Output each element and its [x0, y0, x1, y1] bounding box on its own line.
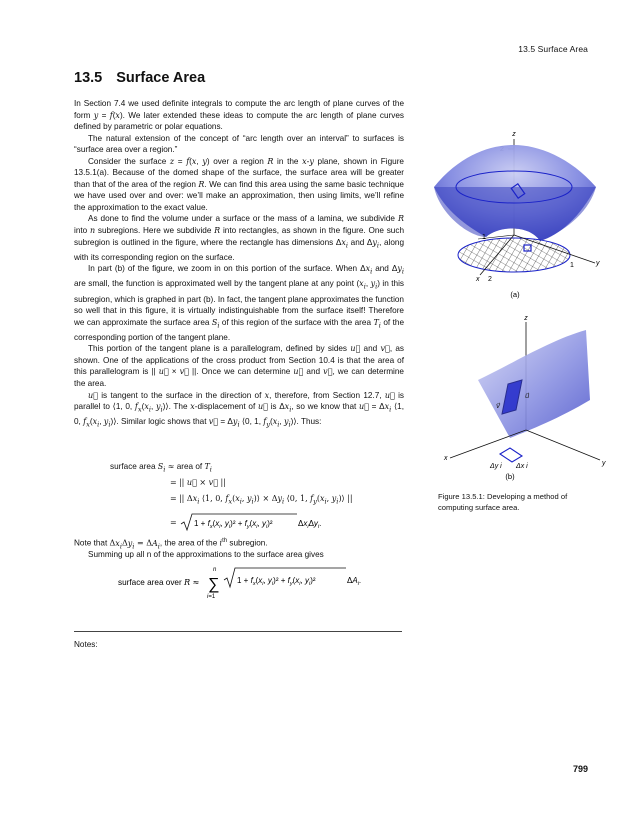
figure-caption: Figure 13.5.1: Developing a method of computing surface area.: [438, 492, 568, 512]
derivation-rhs: area of $T_i$: [176, 462, 212, 474]
z-axis-label-b: z: [524, 315, 528, 322]
tangent-sheet: [478, 330, 590, 438]
svg-text:ΔxiΔyi.: $\Delta x_i\Delta y_i$.: [297, 519, 322, 530]
derivation-lhs: surface area $S_i$: [110, 462, 166, 474]
final-formula: [118, 563, 378, 605]
paragraph-extension: The natural extension of the concept of “arc length over an interval” to surfaces is “surface area over a region.”: [74, 133, 404, 155]
y-axis-label-b: y: [602, 460, 606, 467]
derivation-cross-expanded: || $\Delta x_i$ ⟨1, 0, $f_x(x_i$, $y_i)⟩ \times \Delta y_i$ ⟨0, 1, $f_y(x_i$, $y_i)⟩$ ||: [178, 494, 353, 506]
x-tick-label-a: 2: [488, 276, 492, 283]
derivation-line-3: = || $\Delta x_i$ ⟨1, 0, $f_x(x_i$, $y_i)⟩ \times \Delta y_i$ ⟨0, 1, $f_y(x_i$, $y_i)⟩$ ||: [170, 494, 353, 506]
paragraph-surface: Consider the surface z = f(x, y) over a region R in the x-y plane, shown in Figure 13.5.1(a). Because of the domed shape of the surface, the surface area will be greater than that of the area of the region R. We can find this area using the same basic technique we have used over and over: we’ll make an approximation, then using limits, we’ll refine the approximation to the exact value.: [74, 156, 404, 212]
running-head: 13.5 Surface Area: [518, 44, 588, 54]
sum-lower-limit: i=1: [207, 594, 216, 600]
svg-text:1 + fx(xi, yi)² + fy(xi, yi)²: $1 + f_x(x_i$, $y_i)^2 + f_y(x_i$, $y_i)^2$: [193, 519, 273, 530]
u-vector-label: u⃗: [525, 393, 530, 400]
paragraph-subdivide: As done to find the volume under a surface or the mass of a lamina, we subdivide R into n subregions. Here we subdivide R into rectangles, as shown in the figure. One such subregion is outlined in the figure, where the rectangle has dimensions $\Delta x_i$ and $\Delta y_i$, along with its corresponding region on the surface.: [74, 214, 404, 262]
note-subregion: Note that $\Delta x_i\Delta y_i = \Delta A_i$, the area of the $i^{th}$ subregion.: [74, 538, 268, 551]
section-title: [74, 70, 205, 86]
y-axis-label-a: y: [596, 260, 600, 267]
notes-divider: [74, 631, 402, 632]
section-number: 13.5: [74, 70, 103, 86]
sum-upper-limit: n: [213, 567, 217, 573]
section-name: Surface Area: [116, 70, 206, 86]
final-formula-svg: [118, 563, 378, 603]
body-text: [74, 98, 404, 431]
derivation-sqrt: [179, 513, 329, 533]
page-number: 799: [572, 764, 588, 774]
sum-sigma: ∑: [208, 576, 220, 593]
y-axis-b: [526, 430, 600, 460]
derivation-rel: ≈: [167, 462, 175, 471]
paragraph-tangent: u⃗ is tangent to the surface in the direction of x, therefore, from Section 12.7, u⃗ is parallel to ⟨1, 0, $f_x(x_i$, $y_i)⟩$. The x-displacement of u⃗ is $\Delta x_i$, so we know that u⃗ = $\Delta x_i$ ⟨1, 0, $f_x(x_i$, $y_i)⟩$. Similar logic shows that v⃗ = $\Delta y_i$ ⟨0, 1, $f_y(x_i$, $y_i)⟩$. Thus:: [74, 390, 404, 429]
svg-text:ΔAi.: $\Delta A_i$.: [347, 576, 362, 587]
svg-text:1 + fx(xi, yi)² + fy(xi, yi)²: $1 + f_x(x_i$, $y_i)^2 + f_y(x_i$, $y_i)^2$: [237, 576, 316, 587]
v-vector-label: v⃗: [496, 403, 501, 410]
dx-label: Δx i: [516, 463, 528, 470]
figure-panel-a: [420, 125, 610, 305]
derivation-line-2: = || u⃗ × v⃗ ||: [170, 478, 226, 487]
z-axis-label-a: z: [512, 131, 516, 138]
y-tick-label-a: 1: [570, 262, 574, 269]
panel-a-label: (a): [510, 290, 520, 299]
panel-b-label: (b): [505, 472, 515, 481]
derivation-cross-norm: || u⃗ × v⃗ ||: [178, 478, 226, 487]
notes-label: Notes:: [74, 640, 98, 649]
dy-label: Δy i: [490, 463, 502, 470]
svg-text:surface area over R ≈: surface area over R ≈: [118, 577, 200, 587]
derivation-line-4: = $1 + f_x(x_i$, $y_i)^2 + f_y(x_i$, $y_i)^2$ $\Delta x_i\Delta y_i$.: [170, 513, 329, 533]
dome-underside: [434, 187, 596, 241]
paragraph-intro: In Section 7.4 we used definite integrals to compute the arc length of plane curves of the form y = f(x). We later extended these ideas to compute the arc length of plane curves defined by parametric or polar equations.: [74, 99, 404, 132]
derivation-line-1: [110, 462, 212, 474]
x-axis-label-b: x: [444, 455, 448, 462]
x-tick2-label-a: 1: [482, 234, 486, 241]
figure-panel-b: [430, 310, 610, 485]
summing-sentence: Summing up all n of the approximations to the surface area gives: [88, 550, 324, 559]
paragraph-parallelogram: This portion of the tangent plane is a parallelogram, defined by sides u⃗ and v⃗, as shown. One of the applications of the cross product from Section 10.4 is that the area of this parallelogram is || u⃗ × v⃗ ||. Once we can determine u⃗ and v⃗, we can determine the area.: [74, 344, 405, 388]
region-r: [458, 238, 570, 272]
x-axis-label-a: x: [476, 276, 480, 283]
paragraph-zoom: In part (b) of the figure, we zoom in on this portion of the surface. When $\Delta x_i$ and $\Delta y_i$ are small, the function is approximated well by the tangent plane at any point ($x_i$, $y_i$) in this subregion, which is graphed in part (b). In fact, the tangent plane approximates the function so well that in this figure, it is virtually indistinguishable from the surface itself! Therefore we can approximate the surface area $S_i$ of this region of the surface with the area $T_i$ of the corresponding portion of the tangent plane.: [74, 264, 404, 342]
base-rectangle-b: [500, 448, 522, 462]
